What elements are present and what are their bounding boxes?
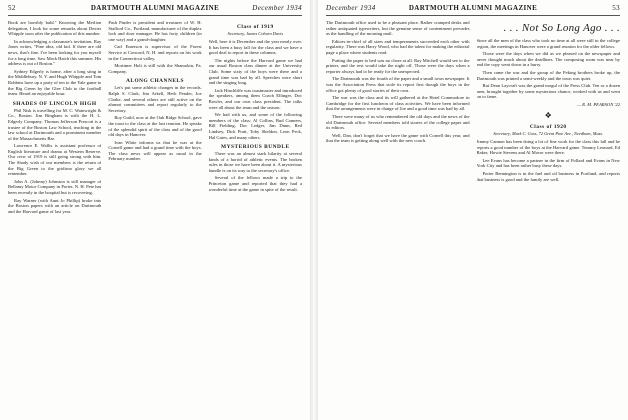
secretary-line: Secretary, Mark C. Goss, 72 Great Pine Ave., Needham, Mass. (493, 130, 604, 136)
paragraph: Jimmy Cannon has been doing a lot of fine work for the class this fall and he reports a good number of the boys at the Harvard game. Tommy Leonard, Ed Baker, Howie Stevens and Al Morse were there. (476, 138, 620, 156)
section-heading: MYSTERIOUS BUNDLE (221, 144, 290, 151)
paragraph: Mortimer Holt is still with the Shamokin, Pa. Company. (108, 63, 202, 74)
paragraph: Phil Nisk is travelling for M. C. Wainwright & Co., Boston. Jim Bingham is with the H. L. Edgerly Company. Thomas Jefferson Prescott is a trustee of the Boston Law School, teaching in the law school at Dartmouth and a prominent member of the Massachusetts Bar. (8, 107, 102, 141)
issue-date: December 1934 (252, 4, 302, 12)
paragraph: Since all the men of the class who took no time at all were still in the college region, the meetings in Hanover were a grand reunion for the older fellows. (476, 38, 620, 49)
paragraph: Lawrence E. Wallis is assistant professor of English literature and drama at Western Reserve. Our crew of 1919 is still going strong with him. The Shady wish of our members is the return of the Big Green to the gridiron glory we all remember. (8, 143, 102, 177)
binding-gutter (310, 0, 318, 420)
paragraph: Well, Dan, don't forget that we have the game with Cornell this year, and that the team is getting along well with the new coach. (326, 132, 470, 144)
paragraph: Well, here it is December and the year nearly over. It has been a busy fall for the class and we have a good deal to report in these columns. (208, 39, 302, 56)
paragraph: The Dartmouth was the fourth of the paper and a small town newspaper. It was the Association Press that stole its report first though the boys in the office got plenty of good stories of their own. (326, 76, 470, 93)
ornament-icon: ❖ (544, 110, 552, 120)
class-heading: Class of 1919 (236, 24, 274, 30)
header-rule (8, 15, 302, 16)
paragraph: The Dartmouth office used to be a pleasant place. Rather cramped desks and rather antiquated typewriters, but the genuine sense of contentment pervades as the handling of the morning mail. (326, 20, 470, 37)
paragraph: There were many of us who remembered the old days and the news of the old Dartmouth office. Several members told stories of the college paper and its editors. (326, 113, 470, 131)
right-running-header (326, 4, 620, 14)
right-columns (326, 20, 620, 414)
left-running-header (8, 4, 302, 14)
feature-title: . . . Not So Long Ago . . . (503, 22, 620, 34)
page-number: 53 (612, 4, 620, 12)
paragraph: Several of the fellows made a trip to the Princeton game and reported that they had a wonderful time at the game in spite of the result. (208, 175, 302, 192)
column-1 (8, 20, 101, 414)
paragraph: Then came the war and the group of the Peking brothers broke up, the Dartmouth was printed a semi-weekly and the town was quiet. (476, 69, 620, 81)
paragraph: Jack Hinchliffe was toastmaster and introduced the speakers, among them Coach Ellinger, Doc Bowler, and our own class president. The talks were all about the team and the season. (208, 87, 302, 110)
left-page (0, 0, 310, 420)
paragraph: But Dean Laycraft was the grand mogul of the Press Club. Ten or a dozen men, brought together by some mysterious chance, worked with us and went on to fame. (476, 83, 620, 100)
paragraph: There was an almost stark hilarity at several kinds of a horrid of athletic events. The broken rules in those we have been about it. A mysterious bundle is on its way to the secretary's office. (208, 151, 302, 173)
right-page (318, 0, 628, 420)
secretary-line: Secretary, James Coburn Davis (227, 31, 284, 36)
class-heading: Class of 1920 (529, 123, 567, 130)
paragraph: Carl Emerson is supervisor of the Forest Service at Concord, N. H. and reports on his work in the Connecticut valley. (108, 44, 202, 61)
column-3 (209, 20, 302, 414)
running-title: DARTMOUTH ALUMNI MAGAZINE (90, 4, 220, 12)
paragraph: Ray Warner (with Aunt Jo Phillip) broke into the Boston papers with an article on Dartmouth and the Harvard game of last year. (8, 197, 102, 214)
author-signature: — R. M. PEARSON '22 (576, 101, 620, 107)
paragraph: Those were the days when we did as we pleased on the newspaper and never thought much about the deadlines. The composing room was near by and the copy went down in a hurry. (476, 51, 620, 68)
paragraph: Roy Guild, now at the Oak Ridge School, gave the toast to the class at the last reunion. He speaks of the splendid spirit of the class and of the good old days in Hanover. (108, 115, 202, 138)
section-heading: SHADES OF LINCOLN HIGH (12, 100, 97, 107)
running-title: DARTMOUTH ALUMNI MAGAZINE (408, 4, 538, 12)
left-columns (8, 20, 302, 414)
paragraph: We had with us, and some of the following members of the class: Al Collins, Bud Conners, Bill Fielding, Doc Ledger, Jim Dunn, Red Lindsey, Dick Pratt, Toby Sheldon, Leon Peck, Hal Gates, and many others. (208, 112, 302, 140)
column-2 (477, 20, 621, 414)
paragraph: Lee Evans has become a partner in the firm of Pollard and Evans in New York City and has been rather busy these days. (476, 157, 620, 169)
paragraph: John A. (Johnny) Johnston is still manager of Bellamy Motor Company in Porter, N. H. Pete has been recently in the hospital but is recovering. (8, 178, 102, 196)
header-rule (326, 15, 620, 16)
issue-date: December 1934 (326, 4, 376, 12)
paragraph: The war was the class and its will gathered at the Hotel Commodore in Cambridge for the first luncheon of class activities. We have been informed that the arrangements were in charge of Joe and a good time was had by all. (326, 95, 470, 112)
paragraph: The nights before the Harvard game we had our usual Boston class dinner at the University Club. Some sixty of the boys were there and a grand time was had by all. Speeches were short and the singing long. (208, 57, 302, 86)
column-2 (108, 20, 201, 414)
paragraph: Putting the paper to bed was no chore at all. Ray Mitchell would see to the printer, and the rest would take the night off. Those were the days when a reporter always had to be ready for the unexpected. (326, 57, 470, 74)
paragraph: Let's put some athletic changes in the records. Ralph S. Clark, Jim Arkell, Herb Pender, Joe Clarke, and several others are still active on the alumni committees and report regularly to the Secretary. (108, 85, 202, 113)
paragraph: Ivan White informs us that he was at the Cornell game and had a grand time with the boys. The class news will appear as usual in the February number. (108, 139, 202, 162)
paragraph: Editors-in-chief of all sizes and temperaments succeeded each other with regularity. There was Harry Wood, who had the talent for making the editorial page a place where students read. (326, 38, 470, 55)
page-number: 52 (8, 4, 16, 12)
column-1 (326, 20, 470, 414)
paragraph: In acknowledging a classmate's invitation, Ray Jones writes, "Fine idea, old kid. If there are old news, that's fine. I've been looking for you myself for a long time. Saw Mack Hatch this summer. His address is out of Boston." (8, 38, 102, 67)
section-heading: ALONG CHANNELS (125, 78, 185, 85)
paragraph: Sydney Edgerly is home, after a long sting in the Middlebury. N. Y. and Hugh Whipple and Tom Robbins have up a party of ten to the Yale game to the Big Green by the Glee Club to the football team. Heard an enjoyable hour. (8, 68, 102, 97)
paragraph: Book are horribly bald." Knowing the Merlion delegation, I look for some remarks about Dexter Whipple soon after the publication of this number. (8, 20, 102, 37)
paragraph: Pash Pinder is president and treasurer of W. H. Stafford Co., Portland, manufacturer of the duplex lock and door manager. He has forty children (in one way) and a grand-daughter. (108, 20, 202, 42)
paragraph: Porter Bennington is in the fuel and oil business in Portland, and reports that business is good and the family are well. (476, 170, 620, 182)
